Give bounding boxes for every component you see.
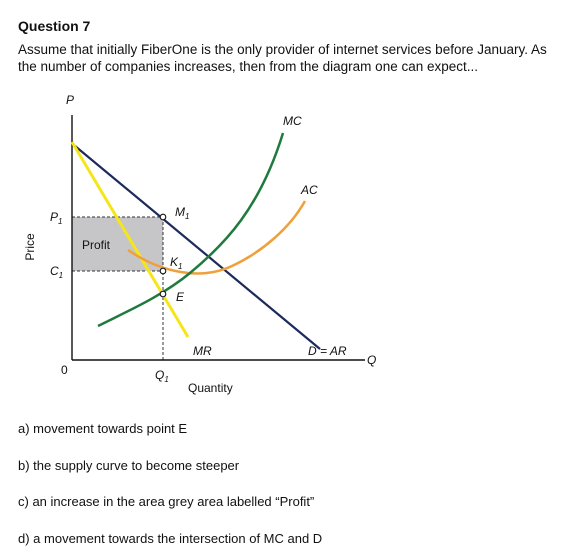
c1-label: $C_1$ bbox=[50, 264, 64, 280]
option-b[interactable]: b) the supply curve to become steeper bbox=[18, 458, 240, 473]
demand-label: D = AR bbox=[308, 344, 347, 358]
y-axis-letter: P bbox=[66, 93, 75, 107]
profit-label: Profit bbox=[82, 238, 111, 252]
y-axis-title: Price bbox=[23, 233, 37, 261]
x-axis-letter: Q bbox=[367, 353, 377, 367]
option-a[interactable]: a) movement towards point E bbox=[18, 421, 188, 436]
origin-label: 0 bbox=[61, 363, 68, 377]
e-label: E bbox=[176, 290, 185, 304]
option-d[interactable]: d) a movement towards the intersection of MC and D bbox=[18, 531, 323, 546]
m1-label: $M_1$ bbox=[175, 205, 190, 221]
point-k1 bbox=[160, 268, 166, 274]
question-text: Assume that initially FiberOne is the only provider of internet services before January. As the number of companies increases, then from the diagram one can expect... bbox=[18, 42, 547, 74]
x-axis-title: Quantity bbox=[188, 381, 233, 395]
k1-label: $K_1$ bbox=[170, 255, 183, 271]
question-title: Question 7 bbox=[18, 18, 91, 34]
q1-label: $Q_1$ bbox=[155, 368, 169, 384]
point-m1 bbox=[160, 214, 166, 220]
p1-label: $P_1$ bbox=[50, 210, 63, 226]
point-e bbox=[160, 291, 166, 297]
ac-label: AC bbox=[301, 183, 318, 197]
option-c[interactable]: c) an increase in the area grey area labelled “Profit” bbox=[18, 494, 315, 509]
mr-label: MR bbox=[193, 344, 212, 358]
mc-label: MC bbox=[283, 114, 302, 128]
